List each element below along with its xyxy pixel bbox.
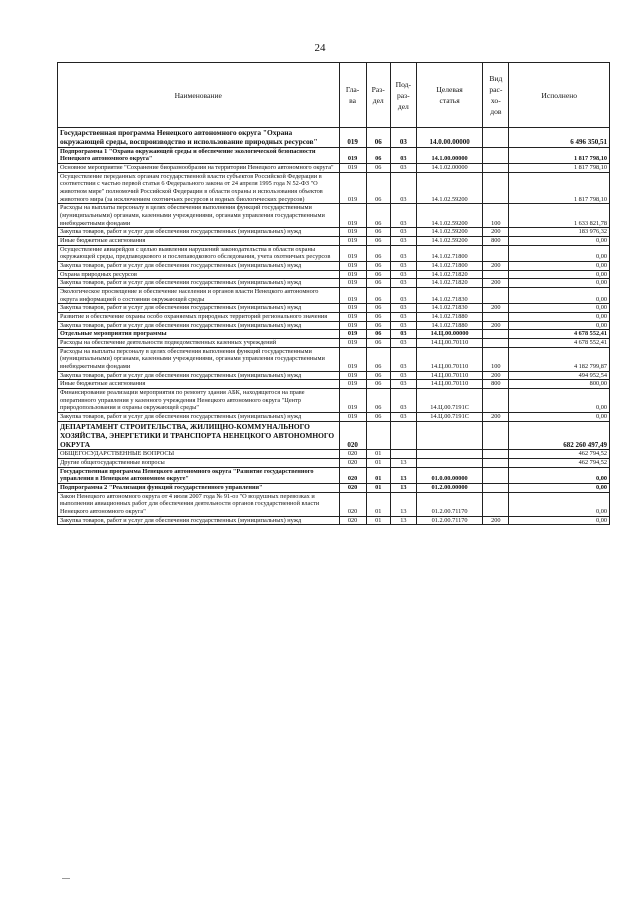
table-row — [58, 484, 610, 493]
row-target: 14.1.02.59200 — [416, 204, 482, 228]
row-razdel: 06 — [366, 371, 390, 380]
row-target: 14.Ц.00.70110 — [416, 371, 482, 380]
row-target: 14.Ц.00.7191С — [416, 413, 482, 422]
row-razdel: 06 — [366, 204, 390, 228]
row-razdel: 01 — [366, 467, 390, 483]
row-executed: 0,00 — [509, 279, 610, 288]
row-razdel: 06 — [366, 380, 390, 389]
row-vid: 200 — [483, 413, 509, 422]
row-vid: 200 — [483, 516, 509, 525]
row-executed: 682 260 497,49 — [509, 421, 610, 450]
row-razdel: 06 — [366, 279, 390, 288]
row-name: ОБЩЕГОСУДАРСТВЕННЫЕ ВОПРОСЫ — [58, 450, 340, 459]
row-razdel: 06 — [366, 338, 390, 347]
row-podrazdel: 13 — [390, 459, 416, 468]
table-row — [58, 492, 610, 516]
row-vid — [483, 245, 509, 261]
row-name: Закупка товаров, работ и услуг для обеспечения государственных (муниципальных) нужд — [58, 279, 340, 288]
row-razdel: 06 — [366, 245, 390, 261]
header-podrazdel: Под- раз- дел — [390, 63, 416, 128]
row-glava: 019 — [339, 304, 366, 313]
row-glava: 020 — [339, 516, 366, 525]
row-target: 14.1.02.71830 — [416, 287, 482, 303]
row-name: Отдельные мероприятия программы — [58, 330, 340, 339]
row-executed: 0,00 — [509, 321, 610, 330]
row-podrazdel: 03 — [390, 312, 416, 321]
row-podrazdel: 03 — [390, 371, 416, 380]
row-razdel: 01 — [366, 492, 390, 516]
row-podrazdel: 03 — [390, 388, 416, 412]
row-name: Закупка товаров, работ и услуг для обеспечения государственных (муниципальных) нужд — [58, 261, 340, 270]
row-podrazdel: 03 — [390, 270, 416, 279]
row-podrazdel: 03 — [390, 204, 416, 228]
row-glava: 019 — [339, 261, 366, 270]
row-vid — [483, 330, 509, 339]
row-name: Закупка товаров, работ и услуг для обеспечения государственных (муниципальных) нужд — [58, 304, 340, 313]
row-podrazdel — [390, 421, 416, 450]
row-name: Расходы на выплаты персоналу в целях обеспечения выполнения функций государственными (муниципальными) органами, казенными учреждениями, органами управления государственными внебюджетными фондами — [58, 347, 340, 371]
row-target: 14.Ц.00.00000 — [416, 330, 482, 339]
row-target: 14.1.02.59200 — [416, 228, 482, 237]
row-target: 14.0.00.00000 — [416, 128, 482, 148]
row-razdel: 06 — [366, 261, 390, 270]
row-vid: 200 — [483, 304, 509, 313]
row-glava: 020 — [339, 421, 366, 450]
row-podrazdel: 03 — [390, 163, 416, 172]
row-name: Государственная программа Ненецкого автономного округа "Охрана окружающей среды, воспроизводство и использование природных ресурсов" — [58, 128, 340, 148]
row-name: Закупка товаров, работ и услуг для обеспечения государственных (муниципальных) нужд — [58, 371, 340, 380]
row-target — [416, 450, 482, 459]
row-glava: 020 — [339, 484, 366, 493]
row-target: 14.1.02.00000 — [416, 163, 482, 172]
row-name: Иные бюджетные ассигнования — [58, 380, 340, 389]
row-podrazdel: 03 — [390, 330, 416, 339]
row-razdel: 06 — [366, 147, 390, 163]
row-target: 14.1.02.71800 — [416, 261, 482, 270]
row-executed: 462 794,52 — [509, 450, 610, 459]
table-row — [58, 380, 610, 389]
row-name: Иные бюджетные ассигнования — [58, 236, 340, 245]
row-vid: 800 — [483, 380, 509, 389]
row-executed: 4 182 799,87 — [509, 347, 610, 371]
row-name: Финансирование реализации мероприятия по ремонту здания АБК, находящегося на праве оперативного управления у казенного учреждения Ненецкого автономного округа "Центр природопользования и охраны окружающей среды" — [58, 388, 340, 412]
table-row — [58, 204, 610, 228]
table-row — [58, 172, 610, 204]
row-razdel: 06 — [366, 312, 390, 321]
table-row — [58, 163, 610, 172]
row-executed: 0,00 — [509, 467, 610, 483]
row-vid — [483, 147, 509, 163]
row-target: 14.1.00.00000 — [416, 147, 482, 163]
row-podrazdel: 03 — [390, 287, 416, 303]
row-executed: 0,00 — [509, 287, 610, 303]
row-name: Закупка товаров, работ и услуг для обеспечения государственных (муниципальных) нужд — [58, 516, 340, 525]
row-razdel: 06 — [366, 228, 390, 237]
table-row — [58, 279, 610, 288]
row-razdel: 06 — [366, 287, 390, 303]
row-vid — [483, 163, 509, 172]
row-target: 01.2.00.71170 — [416, 492, 482, 516]
table-row — [58, 459, 610, 468]
row-razdel: 06 — [366, 163, 390, 172]
row-razdel: 06 — [366, 270, 390, 279]
row-podrazdel: 03 — [390, 147, 416, 163]
row-target: 01.0.00.00000 — [416, 467, 482, 483]
table-row — [58, 371, 610, 380]
row-razdel: 01 — [366, 450, 390, 459]
row-executed: 0,00 — [509, 388, 610, 412]
header-razdel: Раз- дел — [366, 63, 390, 128]
row-razdel: 06 — [366, 321, 390, 330]
row-glava: 019 — [339, 270, 366, 279]
row-razdel: 06 — [366, 236, 390, 245]
row-vid — [483, 467, 509, 483]
table-row — [58, 228, 610, 237]
row-executed: 0,00 — [509, 304, 610, 313]
row-glava: 019 — [339, 128, 366, 148]
row-executed: 462 794,52 — [509, 459, 610, 468]
row-executed: 183 976,32 — [509, 228, 610, 237]
row-razdel: 01 — [366, 459, 390, 468]
row-glava: 019 — [339, 147, 366, 163]
row-glava: 019 — [339, 380, 366, 389]
row-executed: 4 678 552,41 — [509, 338, 610, 347]
row-vid — [483, 484, 509, 493]
row-name: Осуществление авиарейдов с целью выявления нарушений законодательства в области охраны окружающей среды, предпаводкового и послепаводкового обследования, учета охотничьих ресурсов — [58, 245, 340, 261]
row-executed: 0,00 — [509, 236, 610, 245]
row-razdel: 06 — [366, 172, 390, 204]
row-target — [416, 421, 482, 450]
row-name: Расходы на выплаты персоналу в целях обеспечения выполнения функций государственными (муниципальными) органами, казенными учреждениями, органами управления государственными внебюджетными фондами — [58, 204, 340, 228]
header-name: Наименование — [58, 63, 340, 128]
row-vid — [483, 312, 509, 321]
table-row — [58, 304, 610, 313]
row-vid — [483, 128, 509, 148]
row-executed: 800,00 — [509, 380, 610, 389]
row-name: Осуществление переданных органам государственной власти субъектов Российской Федерации в соответствии с частью первой статьи 6 Федерального закона от 24 апреля 1995 года N 52-ФЗ "О животном мире" полномочий Российской Федерации в области охраны и использования объектов животного мира (за исключением охотничьих ресурсов и водных биологических ресурсов) — [58, 172, 340, 204]
row-razdel: 06 — [366, 347, 390, 371]
row-glava: 019 — [339, 413, 366, 422]
row-vid: 800 — [483, 236, 509, 245]
row-podrazdel: 03 — [390, 279, 416, 288]
row-vid: 100 — [483, 347, 509, 371]
row-name: Охрана природных ресурсов — [58, 270, 340, 279]
row-vid: 200 — [483, 261, 509, 270]
footer-mark — [62, 878, 70, 879]
row-podrazdel: 03 — [390, 172, 416, 204]
budget-table — [57, 62, 610, 525]
row-name: Экологическое просвещение и обеспечение населения и органов власти Ненецкого автономного округа информацией о состоянии окружающей среды — [58, 287, 340, 303]
row-target: 14.Ц.00.70110 — [416, 338, 482, 347]
row-name: Развитие и обеспечение охраны особо охраняемых природных территорий регионального значения — [58, 312, 340, 321]
row-podrazdel: 03 — [390, 236, 416, 245]
row-executed: 0,00 — [509, 413, 610, 422]
row-target: 14.1.02.59200 — [416, 236, 482, 245]
table-row — [58, 128, 610, 148]
row-name: Закупка товаров, работ и услуг для обеспечения государственных (муниципальных) нужд — [58, 413, 340, 422]
row-glava: 019 — [339, 388, 366, 412]
row-podrazdel: 03 — [390, 413, 416, 422]
row-glava: 019 — [339, 204, 366, 228]
row-executed: 1 817 798,10 — [509, 147, 610, 163]
row-razdel — [366, 421, 390, 450]
row-podrazdel: 03 — [390, 228, 416, 237]
row-podrazdel: 03 — [390, 338, 416, 347]
row-podrazdel: 03 — [390, 347, 416, 371]
row-target: 01.2.00.00000 — [416, 484, 482, 493]
table-row — [58, 388, 610, 412]
table-row — [58, 147, 610, 163]
header-vid: Вид рас- хо- дов — [483, 63, 509, 128]
row-podrazdel: 13 — [390, 484, 416, 493]
row-executed: 0,00 — [509, 516, 610, 525]
row-razdel: 06 — [366, 304, 390, 313]
row-podrazdel: 03 — [390, 261, 416, 270]
row-vid — [483, 459, 509, 468]
row-podrazdel — [390, 450, 416, 459]
row-executed: 1 633 821,78 — [509, 204, 610, 228]
row-vid — [483, 338, 509, 347]
table-row — [58, 261, 610, 270]
row-glava: 019 — [339, 236, 366, 245]
row-glava: 019 — [339, 172, 366, 204]
row-target — [416, 459, 482, 468]
row-glava: 019 — [339, 287, 366, 303]
row-glava: 019 — [339, 338, 366, 347]
row-podrazdel: 03 — [390, 304, 416, 313]
row-vid — [483, 172, 509, 204]
row-podrazdel: 03 — [390, 380, 416, 389]
row-razdel: 06 — [366, 413, 390, 422]
row-vid — [483, 450, 509, 459]
row-podrazdel: 03 — [390, 128, 416, 148]
row-name: Закон Ненецкого автономного округа от 4 июля 2007 года № 91-оз "О воздушных перевозках и выполнении авиационных работ для обеспечения деятельности органов государственной власти Ненецкого автономного округа" — [58, 492, 340, 516]
row-name: Основное мероприятие "Сохранение биоразнообразия на территории Ненецкого автономного округа" — [58, 163, 340, 172]
row-glava: 020 — [339, 450, 366, 459]
table-row — [58, 338, 610, 347]
table-row — [58, 516, 610, 525]
row-glava: 020 — [339, 459, 366, 468]
row-name: Подпрограмма 1 "Охрана окружающей среды и обеспечение экологической безопасности Ненецкого автономного округа" — [58, 147, 340, 163]
row-vid — [483, 270, 509, 279]
row-executed: 4 678 552,41 — [509, 330, 610, 339]
row-name: ДЕПАРТАМЕНТ СТРОИТЕЛЬСТВА, ЖИЛИЩНО-КОММУНАЛЬНОГО ХОЗЯЙСТВА, ЭНЕРГЕТИКИ И ТРАНСПОРТА НЕНЕЦКОГО АВТОНОМНОГО ОКРУГА — [58, 421, 340, 450]
row-glava: 020 — [339, 492, 366, 516]
row-vid: 200 — [483, 228, 509, 237]
table-row — [58, 321, 610, 330]
row-razdel: 06 — [366, 388, 390, 412]
row-target: 14.Ц.00.70110 — [416, 380, 482, 389]
row-vid — [483, 492, 509, 516]
row-executed: 0,00 — [509, 484, 610, 493]
row-name: Другие общегосударственные вопросы — [58, 459, 340, 468]
row-target: 01.2.00.71170 — [416, 516, 482, 525]
row-name: Расходы на обеспечение деятельности подведомственных казенных учреждений — [58, 338, 340, 347]
row-podrazdel: 13 — [390, 467, 416, 483]
row-vid — [483, 287, 509, 303]
row-glava: 020 — [339, 467, 366, 483]
row-name: Закупка товаров, работ и услуг для обеспечения государственных (муниципальных) нужд — [58, 228, 340, 237]
row-executed: 0,00 — [509, 261, 610, 270]
row-target: 14.1.02.71880 — [416, 312, 482, 321]
row-glava: 019 — [339, 163, 366, 172]
table-row — [58, 287, 610, 303]
header-target: Целевая статья — [416, 63, 482, 128]
row-executed: 1 817 798,10 — [509, 163, 610, 172]
row-glava: 019 — [339, 330, 366, 339]
row-vid: 200 — [483, 371, 509, 380]
row-executed: 0,00 — [509, 245, 610, 261]
row-vid: 200 — [483, 321, 509, 330]
table-row — [58, 312, 610, 321]
row-name: Подпрограмма 2 "Реализация функций государственного управления" — [58, 484, 340, 493]
table-row — [58, 245, 610, 261]
row-target: 14.1.02.71820 — [416, 279, 482, 288]
row-executed: 0,00 — [509, 312, 610, 321]
row-glava: 019 — [339, 347, 366, 371]
row-glava: 019 — [339, 371, 366, 380]
row-executed: 494 952,54 — [509, 371, 610, 380]
table-row — [58, 236, 610, 245]
row-executed: 6 496 350,51 — [509, 128, 610, 148]
row-vid: 200 — [483, 279, 509, 288]
row-glava: 019 — [339, 279, 366, 288]
row-razdel: 01 — [366, 516, 390, 525]
row-executed: 0,00 — [509, 270, 610, 279]
row-name: Государственная программа Ненецкого автономного округа "Развитие государственного управления в Ненецком автономном округе" — [58, 467, 340, 483]
row-vid — [483, 421, 509, 450]
row-podrazdel: 03 — [390, 245, 416, 261]
row-razdel: 06 — [366, 330, 390, 339]
table-row — [58, 347, 610, 371]
table-row — [58, 421, 610, 450]
row-executed: 1 817 798,10 — [509, 172, 610, 204]
table-header-row — [58, 63, 610, 128]
row-glava: 019 — [339, 245, 366, 261]
row-razdel: 01 — [366, 484, 390, 493]
row-executed: 0,00 — [509, 492, 610, 516]
table-row — [58, 330, 610, 339]
table-row — [58, 270, 610, 279]
table-row — [58, 413, 610, 422]
row-target: 14.1.02.71830 — [416, 304, 482, 313]
row-razdel: 06 — [366, 128, 390, 148]
row-name: Закупка товаров, работ и услуг для обеспечения государственных (муниципальных) нужд — [58, 321, 340, 330]
row-vid — [483, 388, 509, 412]
row-target: 14.1.02.71800 — [416, 245, 482, 261]
row-target: 14.1.02.59200 — [416, 172, 482, 204]
row-target: 14.Ц.00.7191С — [416, 388, 482, 412]
table-row — [58, 450, 610, 459]
row-glava: 019 — [339, 228, 366, 237]
row-vid: 100 — [483, 204, 509, 228]
row-glava: 019 — [339, 321, 366, 330]
header-executed: Исполнено — [509, 63, 610, 128]
page-number: 24 — [314, 42, 326, 54]
row-podrazdel: 13 — [390, 516, 416, 525]
table-row — [58, 467, 610, 483]
header-glava: Гла- ва — [339, 63, 366, 128]
row-target: 14.1.02.71880 — [416, 321, 482, 330]
row-target: 14.1.02.71820 — [416, 270, 482, 279]
row-target: 14.Ц.00.70110 — [416, 347, 482, 371]
row-podrazdel: 03 — [390, 321, 416, 330]
row-glava: 019 — [339, 312, 366, 321]
row-podrazdel: 13 — [390, 492, 416, 516]
